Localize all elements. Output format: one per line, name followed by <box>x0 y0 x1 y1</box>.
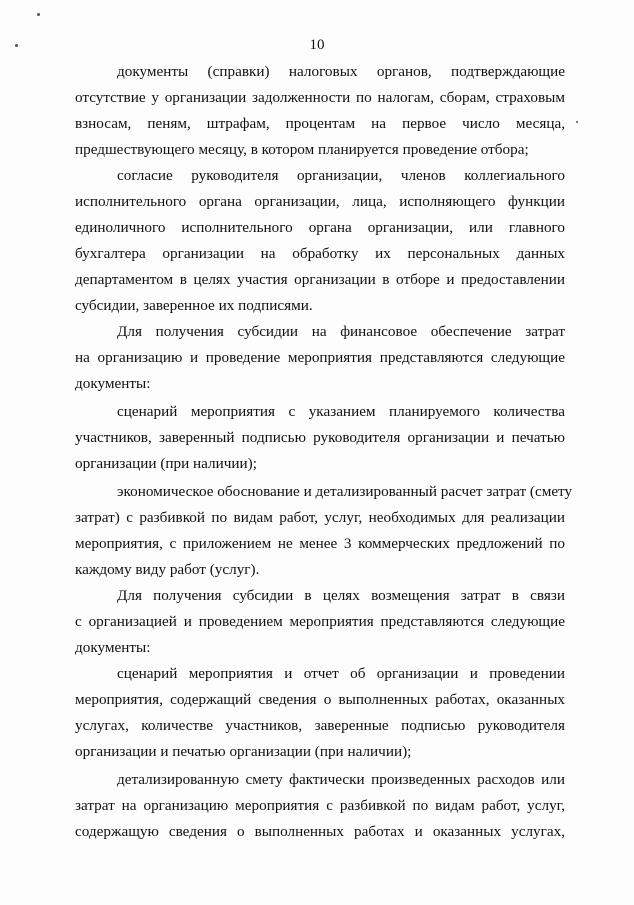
text-line: мероприятия, содержащий сведения о выполненных работах, оказанных <box>75 691 565 708</box>
text-line: Для получения субсидии в целях возмещения затрат в связи <box>117 587 565 604</box>
text-line: экономическое обоснование и детализированный расчет затрат (смету <box>117 483 573 500</box>
text-line: участников, заверенный подписью руководителя организации и печатью <box>75 429 565 446</box>
text-line: документы: <box>75 375 151 392</box>
text-line: детализированную смету фактически произведенных расходов или <box>117 771 565 788</box>
text-line: единоличного исполнительного органа организации, или главного <box>75 219 565 236</box>
text-line: организации (при наличии); <box>75 455 257 472</box>
scan-speck <box>37 13 40 16</box>
text-line: документы (справки) налоговых органов, подтверждающие <box>117 63 565 80</box>
scan-speck <box>576 121 578 123</box>
text-line: на организацию и проведение мероприятия представляются следующие <box>75 349 565 366</box>
text-line: согласие руководителя организации, членов коллегиального <box>117 167 565 184</box>
text-line: каждому виду работ (услуг). <box>75 561 260 578</box>
text-line: мероприятия, с приложением не менее 3 коммерческих предложений по <box>75 535 565 552</box>
text-line: исполнительного органа организации, лица, исполняющего функции <box>75 193 565 210</box>
text-line: взносам, пеням, штрафам, процентам на первое число месяца, <box>75 115 565 132</box>
text-line: затрат на организацию мероприятия с разбивкой по видам работ, услуг, <box>75 797 565 814</box>
text-line: организации и печатью организации (при наличии); <box>75 743 412 760</box>
text-line: документы: <box>75 639 151 656</box>
text-line: субсидии, заверенное их подписями. <box>75 297 313 314</box>
text-line: содержащую сведения о выполненных работах и оказанных услугах, <box>75 823 565 840</box>
page-number: 10 <box>309 37 325 53</box>
text-line: отсутствие у организации задолженности по налогам, сборам, страховым <box>75 89 565 106</box>
text-line: Для получения субсидии на финансовое обеспечение затрат <box>117 323 565 340</box>
text-line: департаментом в целях участия организации в отборе и предоставлении <box>75 271 565 288</box>
text-line: предшествующего месяцу, в котором планируется проведение отбора; <box>75 141 529 158</box>
text-line: с организацией и проведением мероприятия представляются следующие <box>75 613 565 630</box>
text-line: затрат) с разбивкой по видам работ, услуг, необходимых для реализации <box>75 509 565 526</box>
text-line: бухгалтера организации на обработку их персональных данных <box>75 245 565 262</box>
text-line: сценарий мероприятия и отчет об организации и проведении <box>117 665 565 682</box>
text-line: услугах, количестве участников, заверенные подписью руководителя <box>75 717 565 734</box>
text-line: сценарий мероприятия с указанием планируемого количества <box>117 403 565 420</box>
